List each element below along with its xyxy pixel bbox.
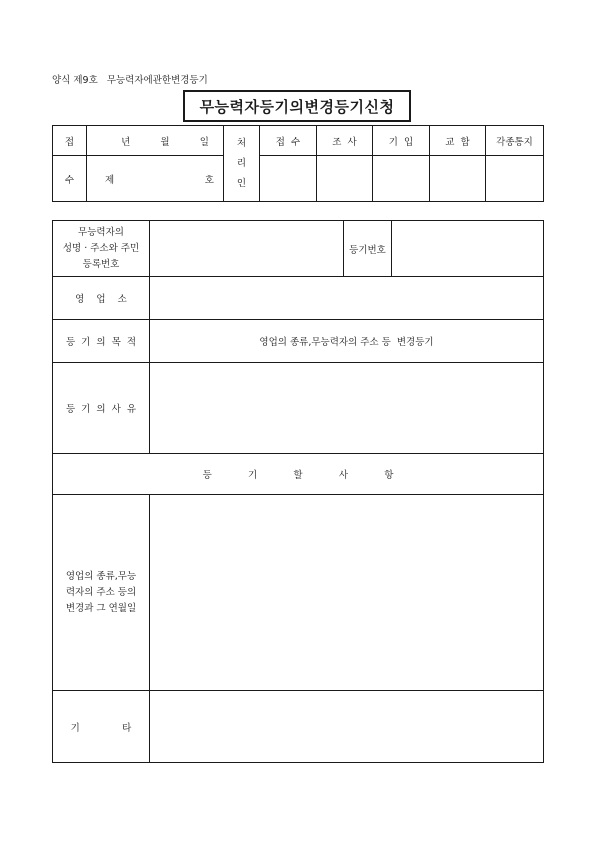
- col-josa-header: 조 사: [317, 126, 373, 156]
- reason-label: 등 기 의 사 유: [53, 363, 150, 454]
- purpose-field[interactable]: 영업의 종류,무능력자의 주소 등 변경등기: [150, 320, 544, 363]
- person-field[interactable]: [150, 221, 344, 277]
- col-gyohap-header: 교 합: [430, 126, 486, 156]
- receipt-table: [52, 125, 544, 202]
- other-field[interactable]: [150, 691, 544, 763]
- person-label: 무능력자의 성명 · 주소와 주민 등록번호: [53, 221, 150, 277]
- business-office-field[interactable]: [150, 277, 544, 320]
- josa-cell[interactable]: [317, 156, 373, 202]
- change-field[interactable]: [150, 495, 544, 691]
- reason-field[interactable]: [150, 363, 544, 454]
- giip-cell[interactable]: [373, 156, 430, 202]
- other-label: 기 타: [53, 691, 150, 763]
- form-number-label: 양식 제9호 무능력자에관한변경등기: [52, 75, 208, 86]
- processor-label: 처 리 인: [224, 126, 260, 202]
- col-jeopsu-header: 접 수: [260, 126, 317, 156]
- receipt-jeop-label: 접: [53, 126, 87, 156]
- col-notice-header: 각종통지: [486, 126, 544, 156]
- jeopsu-cell[interactable]: [260, 156, 317, 202]
- receipt-date-field[interactable]: 년 월 일: [87, 126, 224, 156]
- reg-number-label: 등기번호: [344, 221, 392, 277]
- purpose-label: 등 기 의 목 적: [53, 320, 150, 363]
- col-giip-header: 기 입: [373, 126, 430, 156]
- matters-heading: 등 기 할 사 항: [53, 454, 544, 495]
- notice-cell[interactable]: [486, 156, 544, 202]
- application-table: [52, 220, 544, 763]
- receipt-number-field[interactable]: 제 호: [87, 156, 224, 202]
- change-label: 영업의 종류,무능 력자의 주소 등의 변경과 그 연월일: [53, 495, 150, 691]
- receipt-su-label: 수: [53, 156, 87, 202]
- form-title: 무능력자등기의변경등기신청: [183, 90, 411, 122]
- gyohap-cell[interactable]: [430, 156, 486, 202]
- business-office-label: 영 업 소: [53, 277, 150, 320]
- reg-number-field[interactable]: [392, 221, 544, 277]
